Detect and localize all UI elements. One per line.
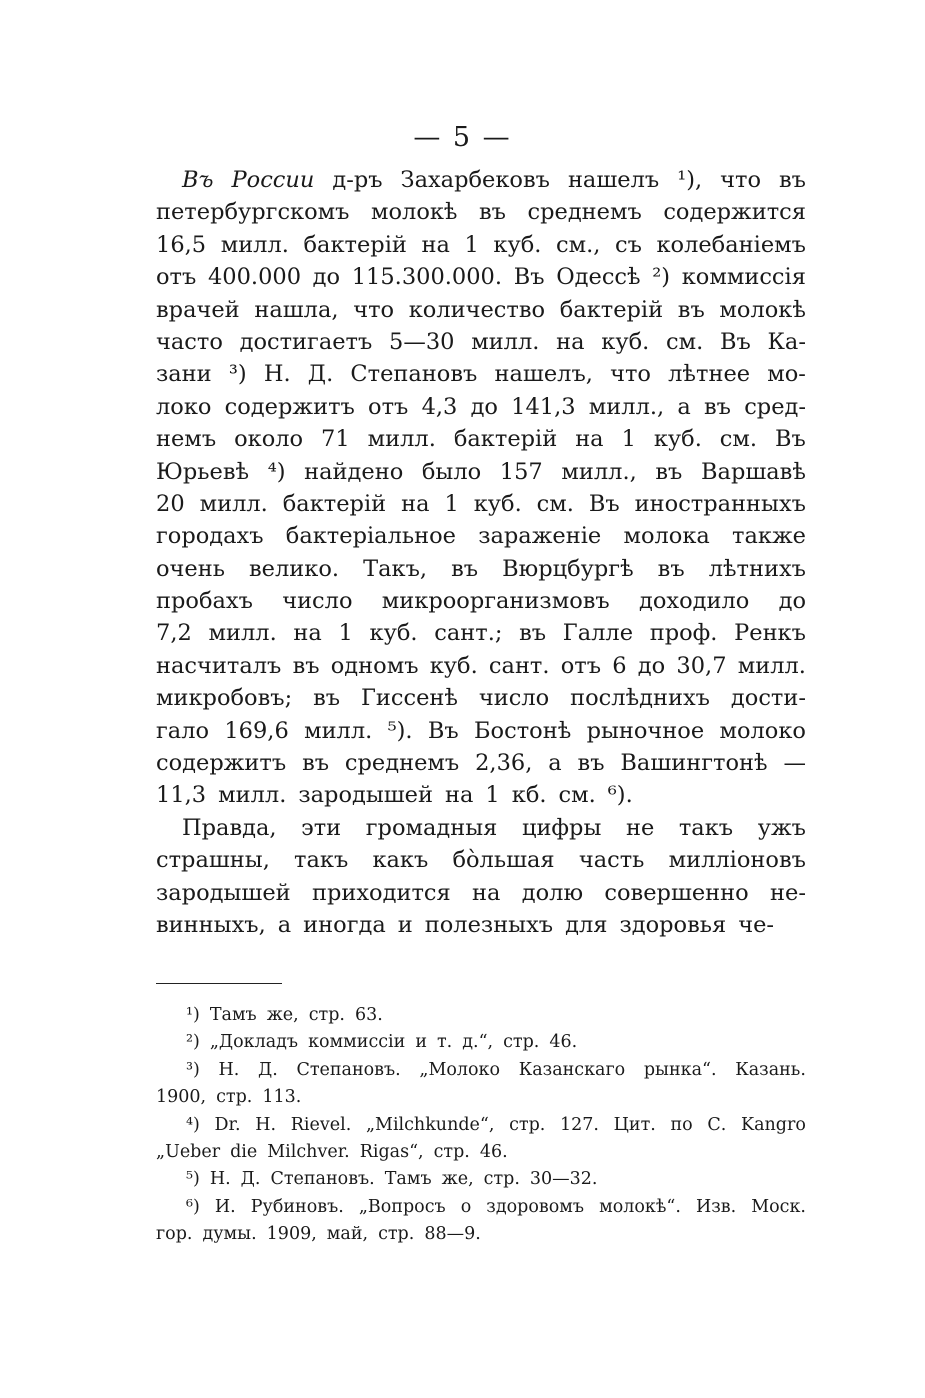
footnote-line: гор. думы. 1909, май, стр. 88—9.: [156, 1224, 481, 1245]
body-text: [156, 164, 806, 941]
text-line: 11,3 милл. зародышей на 1 кб. см. ⁶).: [156, 782, 633, 809]
footnote-marker: ⁶): [186, 1196, 200, 1217]
footnote-marker: ³): [186, 1059, 200, 1080]
text-line: пробахъ число микроорганизмовъ доходило до: [156, 588, 806, 615]
text-line: врачей нашла, что количество бактерій въ молокѣ: [156, 296, 806, 323]
footnote-line: ⁶) И. Рубиновъ. „Вопросъ о здоровомъ молокѣ“. Изв. Моск.: [156, 1194, 806, 1221]
text-line: городахъ бактеріальное зараженіе молока также: [156, 523, 806, 550]
footnote-marker: ¹): [186, 1005, 200, 1025]
footnote-line: ⁴) Dr. H. Rievel. „Milchkunde“, стр. 127. Цит. по С. Kangro: [156, 1112, 806, 1139]
text-line: зани ³) Н. Д. Степановъ нашелъ, что лѣтнее мо-: [156, 361, 806, 388]
footnote-line: ¹) Тамъ же, стр. 63.: [156, 1002, 806, 1029]
footnotes: [156, 1002, 806, 1249]
footnote-line: ³) Н. Д. Степановъ. „Молоко Казанскаго рынка“. Казань.: [156, 1057, 806, 1084]
footnote-line: ²) „Докладъ коммиссіи и т. д.“, стр. 46.: [156, 1029, 806, 1056]
footnote-line: ⁵) Н. Д. Степановъ. Тамъ же, стр. 30—32.: [156, 1166, 806, 1193]
text-line: 7,2 милл. на 1 куб. сант.; въ Галле проф. Ренкъ: [156, 620, 806, 647]
text-line: очень велико. Такъ, въ Вюрцбургѣ въ лѣтнихъ: [156, 555, 806, 582]
text-line: немъ около 71 милл. бактерій на 1 куб. см. Въ: [156, 426, 806, 453]
text-line: петербургскомъ молокѣ въ среднемъ содержится: [156, 199, 806, 226]
text-line: гало 169,6 милл. ⁵). Въ Бостонѣ рыночное молоко: [156, 717, 806, 744]
text-line: 20 милл. бактерій на 1 куб. см. Въ иностранныхъ: [156, 490, 806, 517]
text-line: Въ России д-ръ Захарбековъ нашелъ ¹), что въ: [182, 167, 806, 193]
text-line: локо содержитъ отъ 4,3 до 141,3 милл., а въ сред-: [156, 393, 806, 420]
footnote-marker: ⁵): [186, 1169, 200, 1190]
text-line: отъ 400.000 до 115.300.000. Въ Одессѣ ²) коммиссія: [156, 264, 806, 291]
text-line: содержитъ въ среднемъ 2,36, а въ Вашингтонѣ —: [156, 750, 806, 777]
footnote-line: 1900, стр. 113.: [156, 1087, 302, 1108]
footnote-marker: ²): [186, 1032, 200, 1053]
text-line: зародышей приходится на долю совершенно не-: [156, 879, 806, 906]
text-line: Правда, эти громадныя цифры не такъ ужъ: [182, 814, 806, 841]
footnote-line: „Ueber die Milchver. Rigas“, стр. 46.: [156, 1141, 508, 1162]
footnote-marker: ⁴): [186, 1114, 200, 1135]
page-number: — 5 —: [413, 122, 512, 153]
footnote-separator: [156, 983, 282, 984]
text-line: часто достигаетъ 5—30 милл. на куб. см. Въ Ка-: [156, 328, 806, 355]
text-line: микробовъ; въ Гиссенѣ число послѣднихъ дости-: [156, 685, 806, 712]
text-line: Юрьевѣ ⁴) найдено было 157 милл., въ Варшавѣ: [156, 458, 806, 485]
text-line: 16,5 милл. бактерій на 1 куб. см., съ колебаніемъ: [156, 231, 806, 258]
text-line: винныхъ, а иногда и полезныхъ для здоровья че-: [156, 911, 774, 938]
text-line: насчиталъ въ одномъ куб. сант. отъ 6 до 30,7 милл.: [156, 652, 806, 679]
text-line: страшны, такъ какъ бо̀льшая часть милліоновъ: [156, 847, 806, 874]
